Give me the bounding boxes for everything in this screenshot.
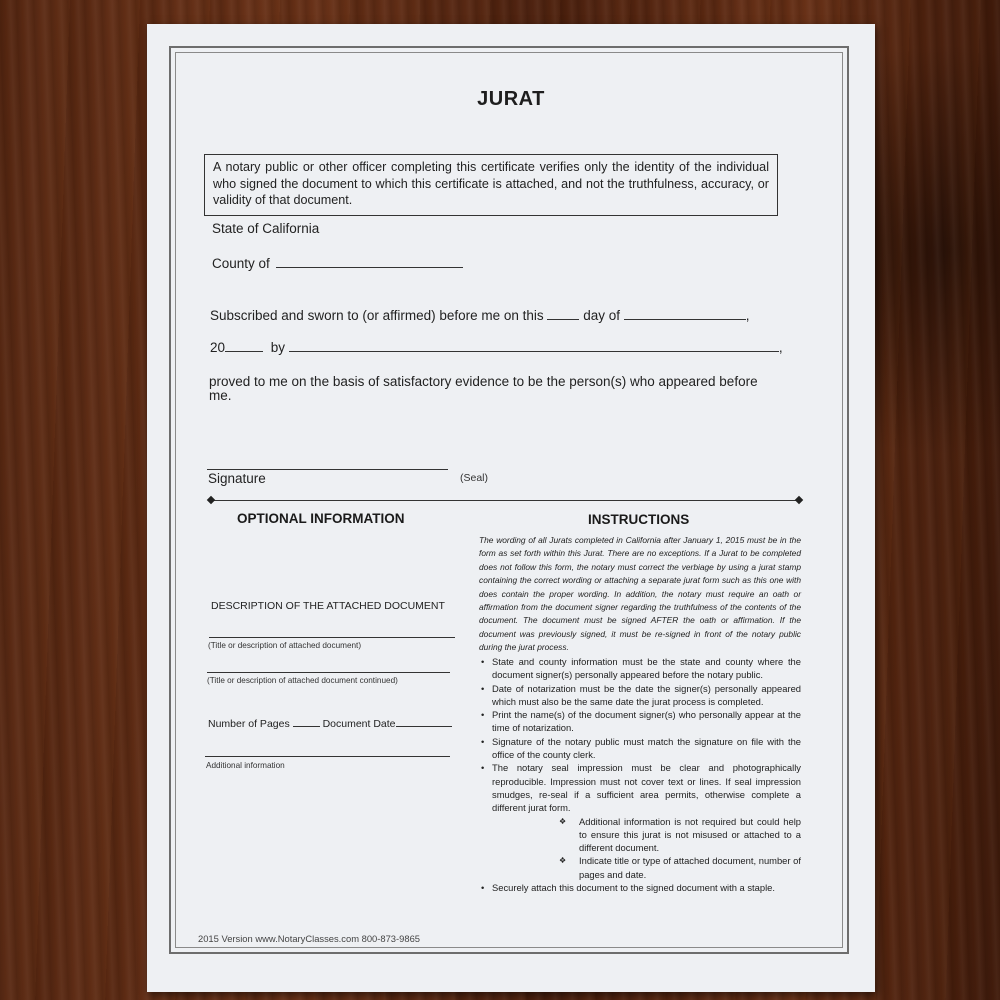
list-item: • State and county information must be the state and county where the document signer(s) personally appeared before the notary public. [479, 655, 801, 682]
notice-box: A notary public or other officer completing this certificate verifies only the identity of the individual who signed the document to which this certificate is attached, and not the truthfulness, accuracy, or validity of that document. [204, 154, 778, 216]
list-item: • Date of notarization must be the date the signer(s) personally appeared which must also be the same date the jurat process is completed. [479, 682, 801, 709]
pages-field[interactable] [293, 716, 320, 727]
county-label: County of [212, 256, 270, 271]
instructions-heading: INSTRUCTIONS [588, 512, 690, 527]
optional-heading: OPTIONAL INFORMATION [237, 511, 405, 526]
subscribed-row: Subscribed and sworn to (or affirmed) before me on this day of , [210, 308, 750, 323]
pages-date-row [208, 716, 452, 730]
day-of-label: day of [583, 308, 620, 323]
year-by-row: 20 by , [210, 340, 783, 355]
title-continued-caption: (Title or description of attached document continued) [207, 676, 398, 685]
signer-name-field[interactable] [289, 338, 779, 352]
title-continued-line[interactable] [207, 672, 450, 673]
year-prefix: 20 [210, 340, 226, 355]
title-caption: (Title or description of attached document) [208, 641, 362, 650]
additional-line[interactable] [205, 756, 450, 757]
month-field[interactable] [624, 306, 746, 320]
sub-list-item: ❖ Additional information is not required but could help to ensure this jurat is not misused or attached to a different document. [479, 815, 801, 855]
description-heading: DESCRIPTION OF THE ATTACHED DOCUMENT [211, 600, 445, 612]
list-item: • Securely attach this document to the signed document with a staple. [479, 881, 801, 894]
jurat-paper [147, 24, 875, 992]
signature-line[interactable] [207, 469, 448, 470]
sub-list-item: ❖ Indicate title or type of attached document, number of pages and date. [479, 854, 801, 881]
list-item: • Print the name(s) of the document signer(s) who personally appear at the time of notarization. [479, 708, 801, 735]
instructions-list [479, 655, 801, 894]
section-divider [211, 500, 799, 501]
signature-label: Signature [208, 471, 266, 486]
list-item: • The notary seal impression must be clear and photographically reproducible. Impression must not cover text or lines. If seal impression smudges, re-seal if a sufficient area permits, otherwise complete a different jurat form. [479, 761, 801, 814]
county-field[interactable] [276, 254, 463, 268]
proved-text: proved to me on the basis of satisfactory evidence to be the person(s) who appeared before me. [209, 374, 758, 403]
by-label: by [270, 340, 286, 355]
page-title: JURAT [477, 88, 545, 110]
footer-text: 2015 Version www.NotaryClasses.com 800-873-9865 [198, 933, 420, 944]
pages-label: Number of Pages [208, 718, 290, 730]
day-field[interactable] [547, 306, 579, 320]
state-line: State of California [212, 221, 320, 236]
instructions-paragraph: The wording of all Jurats completed in California after January 1, 2015 must be in the form as set forth within this Jurat. There are no exceptions. If a Jurat to be completed does not follow this form, the notary must correct the verbiage by using a jurat stamp containing the correct wording or attaching a separate jurat form such as this one with does contain the proper wording. In addition, the notary must require an oath or affirmation from the document signer regarding the truthfulness of the contents of the document. The document must be signed AFTER the oath or affirmation. If the document was previously signed, it must be re-signed in front of the notary public during the jurat process. [479, 535, 801, 653]
year-field[interactable] [225, 338, 263, 352]
doc-date-field[interactable] [396, 716, 452, 727]
subscribed-text: Subscribed and sworn to (or affirmed) before me on this [210, 308, 544, 323]
additional-caption: Additional information [206, 761, 285, 770]
title-line[interactable] [209, 637, 455, 638]
list-item: • Signature of the notary public must match the signature on file with the office of the county clerk. [479, 735, 801, 762]
county-row [212, 254, 463, 271]
doc-date-label: Document Date [322, 718, 396, 730]
seal-label: (Seal) [460, 472, 489, 484]
